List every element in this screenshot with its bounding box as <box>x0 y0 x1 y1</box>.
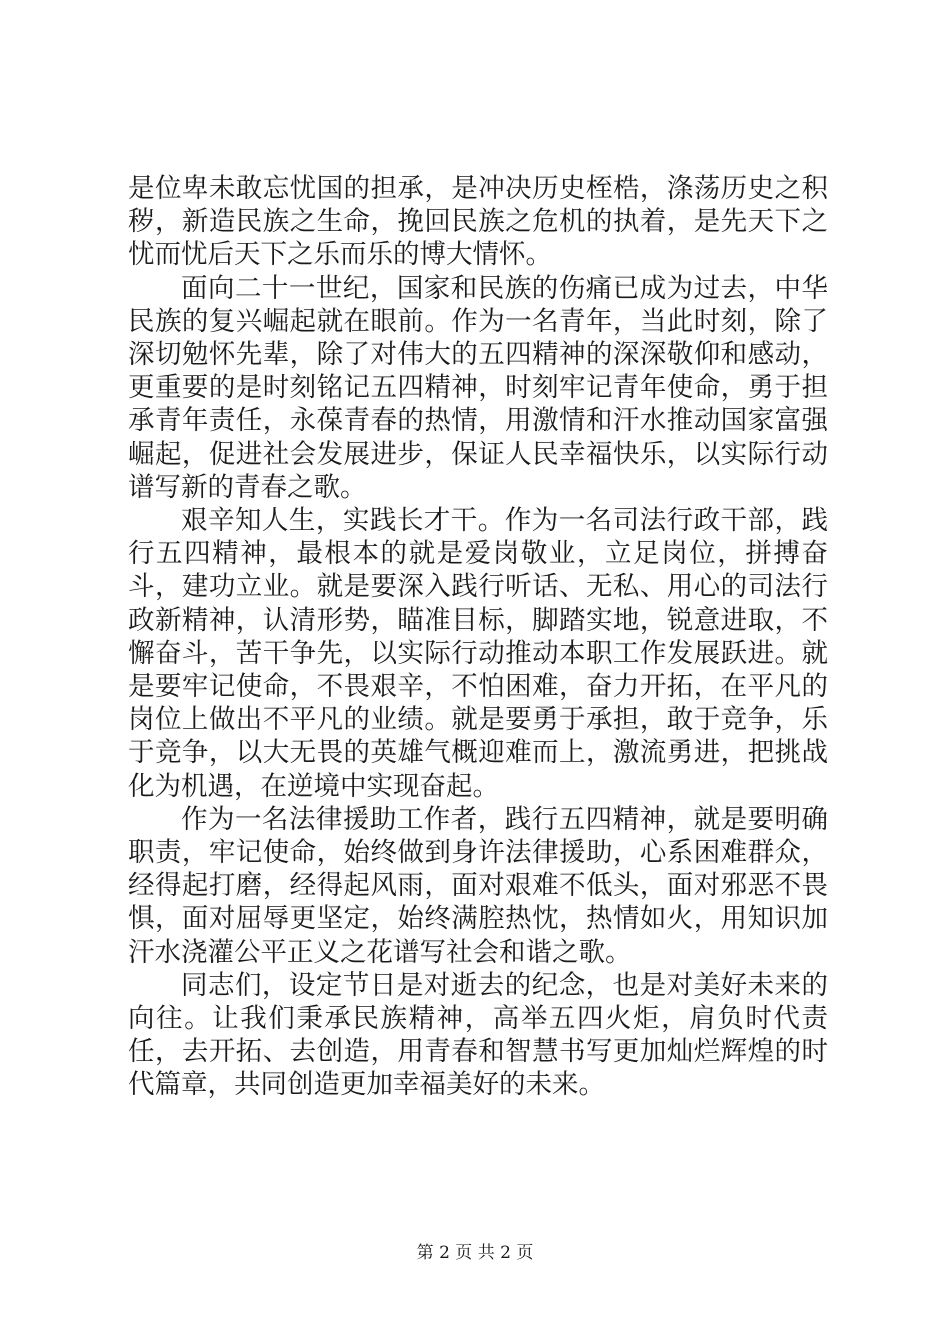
paragraph-1: 是位卑未敢忘忧国的担承，是冲决历史桎梏，涤荡历史之积秽，新造民族之生命，挽回民族之危机的执着，是先天下之忧而忧后天下之乐而乐的博大情怀。 <box>128 173 828 271</box>
page-number-footer: 第 2 页 共 2 页 <box>416 1243 534 1263</box>
paragraph-2: 面向二十一世纪，国家和民族的伤痛已成为过去，中华民族的复兴崛起就在眼前。作为一名青年，当此时刻，除了深切勉怀先辈，除了对伟大的五四精神的深深敬仰和感动，更重要的是时刻铭记五四精神，时刻牢记青年使命，勇于担承青年责任，永葆青春的热情，用激情和汗水推动国家富强崛起，促进社会发展进步，保证人民幸福快乐，以实际行动谱写新的青春之歌。 <box>128 272 828 503</box>
paragraph-5: 同志们，设定节日是对逝去的纪念，也是对美好未来的向往。让我们秉承民族精神，高举五四火炬，肩负时代责任，去开拓、去创造，用青春和智慧书写更加灿烂辉煌的时代篇章，共同创造更加幸福美好的未来。 <box>128 969 828 1101</box>
paragraph-4: 作为一名法律援助工作者，践行五四精神，就是要明确职责，牢记使命，始终做到身许法律援助，心系困难群众，经得起打磨，经得起风雨，面对艰难不低头，面对邪恶不畏惧，面对屈辱更坚定，始终满腔热忱，热情如火，用知识加汗水浇灌公平正义之花谱写社会和谐之歌。 <box>128 803 828 968</box>
paragraph-3: 艰辛知人生，实践长才干。作为一名司法行政干部，践行五四精神，最根本的就是爱岗敬业，立足岗位，拼搏奋斗，建功立业。就是要深入践行听话、无私、用心的司法行政新精神，认清形势，瞄准目标，脚踏实地，锐意进取，不懈奋斗，苦干争先，以实际行动推动本职工作发展跃进。就是要牢记使命，不畏艰辛，不怕困难，奋力开拓，在平凡的岗位上做出不平凡的业绩。就是要勇于承担，敢于竞争，乐于竞争，以大无畏的英雄气概迎难而上，激流勇进，把挑战化为机遇，在逆境中实现奋起。 <box>128 505 828 802</box>
document-body <box>128 172 828 1102</box>
